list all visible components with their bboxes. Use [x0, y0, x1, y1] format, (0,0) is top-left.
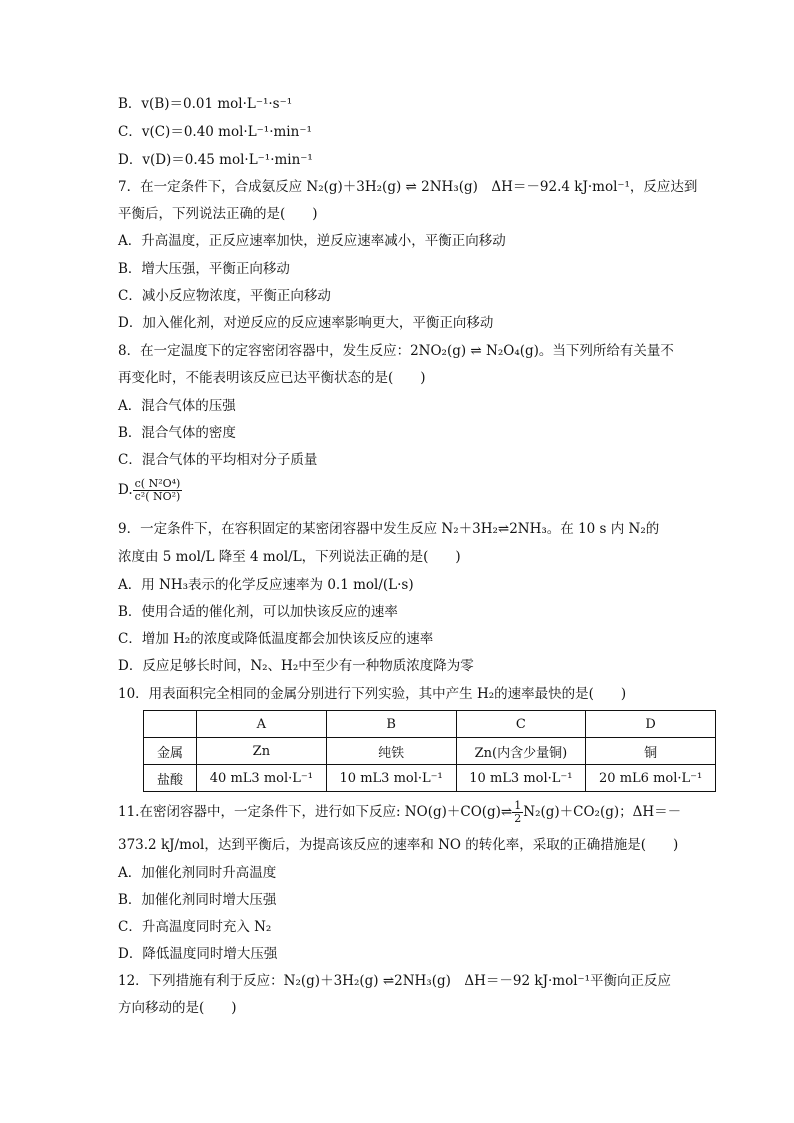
fraction-denominator: c²( NO²): [134, 490, 181, 503]
q11-option-d: D．降低温度同时增大压强: [118, 946, 278, 962]
q11-stem-part2: N₂(g)＋CO₂(g)；ΔH＝－: [523, 804, 682, 820]
table-row: [144, 738, 716, 765]
q8-option-d-prefix: D.: [118, 482, 133, 498]
q11-option-c: C．升高温度同时充入 N₂: [118, 919, 272, 935]
table-cell: Zn(内含少量铜): [456, 738, 586, 765]
q8-option-d: [118, 478, 182, 503]
q10-table: [143, 710, 716, 792]
q6-option-d: D．v(D)＝0.45 mol·L⁻¹·min⁻¹: [118, 152, 313, 168]
q10-stem: 10．用表面积完全相同的金属分别进行下列实验，其中产生 H₂的速率最快的是( ): [118, 686, 627, 702]
q9-stem-line1: 9．一定条件下，在容积固定的某密闭容器中发生反应 N₂＋3H₂⇌2NH₃。在 10 s 内 N₂的: [118, 521, 660, 537]
q8-option-d-fraction: [133, 478, 183, 503]
table-cell: 铜: [586, 738, 716, 765]
q6-option-b: B．v(B)＝0.01 mol·L⁻¹·s⁻¹: [118, 96, 293, 112]
table-cell: 盐酸: [144, 765, 197, 792]
q12-stem-line1: 12．下列措施有利于反应：N₂(g)＋3H₂(g) ⇌2NH₃(g) ΔH＝－92 kJ·mol⁻¹平衡向正反应: [118, 973, 672, 989]
q6-option-c: C．v(C)＝0.40 mol·L⁻¹·min⁻¹: [118, 124, 312, 140]
table-cell: Zn: [197, 738, 327, 765]
q9-option-c: C．增加 H₂的浓度或降低温度都会加快该反应的速率: [118, 631, 434, 647]
q11-stem-line2: 373.2 kJ/mol，达到平衡后，为提高该反应的速率和 NO 的转化率，采取的正确措施是( ): [118, 837, 679, 853]
table-cell: A: [197, 711, 327, 738]
q7-option-c: C．减小反应物浓度，平衡正向移动: [118, 288, 331, 304]
fraction-denominator: 2: [514, 812, 522, 825]
q8-option-b: B．混合气体的密度: [118, 425, 236, 441]
q7-stem-line1: 7．在一定条件下，合成氨反应 N₂(g)＋3H₂(g) ⇌ 2NH₃(g) ΔH＝－92.4 kJ·mol⁻¹，反应达到: [118, 179, 698, 195]
q8-option-c: C．混合气体的平均相对分子质量: [118, 452, 318, 468]
table-row: [144, 765, 716, 792]
q11-stem-part1: 11.在密闭容器中，一定条件下，进行如下反应: NO(g)＋CO(g)⇌: [118, 804, 513, 820]
q9-option-b: B．使用合适的催化剂，可以加快该反应的速率: [118, 604, 398, 620]
q7-stem-line2: 平衡后，下列说法正确的是( ): [118, 206, 318, 222]
q8-stem-line1: 8．在一定温度下的定容密闭容器中，发生反应：2NO₂(g) ⇌ N₂O₄(g)。当下列所给有关量不: [118, 343, 674, 359]
q11-stem-line1: [118, 800, 681, 825]
table-cell: 20 mL6 mol·L⁻¹: [586, 765, 716, 792]
table-cell: D: [586, 711, 716, 738]
table-cell: B: [326, 711, 456, 738]
q11-option-b: B．加催化剂同时增大压强: [118, 892, 277, 908]
q7-option-b: B．增大压强，平衡正向移动: [118, 261, 290, 277]
q9-option-a: A．用 NH₃表示的化学反应速率为 0.1 mol/(L·s): [118, 577, 414, 593]
q7-option-a: A．升高温度，正反应速率加快，逆反应速率减小，平衡正向移动: [118, 233, 506, 249]
table-cell: 40 mL3 mol·L⁻¹: [197, 765, 327, 792]
table-cell: 金属: [144, 738, 197, 765]
table-cell: C: [456, 711, 586, 738]
q8-option-a: A．混合气体的压强: [118, 398, 236, 414]
table-header-row: [144, 711, 716, 738]
q9-stem-line2: 浓度由 5 mol/L 降至 4 mol/L，下列说法正确的是( ): [118, 549, 461, 565]
fraction-numerator: 1: [514, 799, 522, 812]
q9-option-d: D．反应足够长时间，N₂、H₂中至少有一种物质浓度降为零: [118, 658, 474, 674]
q11-half-fraction: [512, 800, 523, 825]
q8-stem-line2: 再变化时，不能表明该反应已达平衡状态的是( ): [118, 370, 426, 386]
table-cell: 10 mL3 mol·L⁻¹: [326, 765, 456, 792]
table-cell: 纯铁: [326, 738, 456, 765]
q12-stem-line2: 方向移动的是( ): [118, 1000, 237, 1016]
table-cell: 10 mL3 mol·L⁻¹: [456, 765, 586, 792]
table-cell: [144, 711, 197, 738]
fraction-numerator: c( N²O⁴): [134, 477, 181, 490]
q7-option-d: D．加入催化剂，对逆反应的反应速率影响更大，平衡正向移动: [118, 315, 494, 331]
q11-option-a: A．加催化剂同时升高温度: [118, 865, 277, 881]
